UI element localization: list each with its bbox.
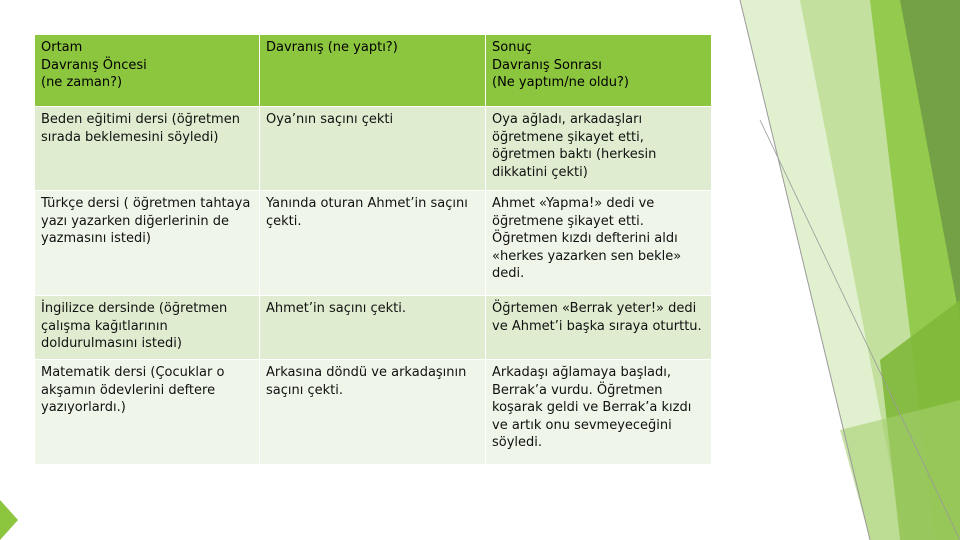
header-antecedent xyxy=(35,35,260,107)
header-consequence xyxy=(486,35,712,107)
table-cell xyxy=(35,107,260,191)
table-cell xyxy=(486,296,712,360)
table-row xyxy=(35,360,712,465)
cell-text: Ahmet’in saçını çekti. xyxy=(266,301,407,316)
table-cell xyxy=(35,296,260,360)
cell-text: Öğrtemen «Berrak yeter!» dedi ve Ahmet’i başka sıraya oturttu. xyxy=(492,301,702,334)
cell-text: Ahmet «Yapma!» dedi ve öğretmene şikayet etti. Öğretmen kızdı defterini aldı «herkes yazarken sen bekle» dedi. xyxy=(492,196,682,281)
table-cell xyxy=(260,360,486,465)
header-behavior xyxy=(260,35,486,107)
cell-text: Arkadaşı ağlamaya başladı, Berrak’a vurdu. Öğretmen koşarak geldi ve Berrak’a kızdı ve artık onu sevmeyeceğini söyledi. xyxy=(492,365,692,450)
cell-text: Arkasına döndü ve arkadaşının saçını çekti. xyxy=(266,365,467,398)
table-cell xyxy=(486,360,712,465)
table-row xyxy=(35,191,712,296)
cell-text: Beden eğitimi dersi (öğretmen sırada beklemesini söyledi) xyxy=(41,112,240,145)
cell-text: Matematik dersi (Çocuklar o akşamın ödevlerini deftere yazıyorlardı.) xyxy=(41,365,225,415)
table-cell xyxy=(35,360,260,465)
cell-text: İngilizce dersinde (öğretmen çalışma kağıtlarının doldurulmasını istedi) xyxy=(41,301,228,351)
table-row xyxy=(35,296,712,360)
table-cell xyxy=(486,107,712,191)
cell-text: Türkçe dersi ( öğretmen tahtaya yazı yazarken diğerlerinin de yazmasını istedi) xyxy=(41,196,251,246)
table-cell xyxy=(35,191,260,296)
cell-text: Yanında oturan Ahmet’in saçını çekti. xyxy=(266,196,468,229)
header-label: Ortam Davranış Öncesi (ne zaman?) xyxy=(41,40,147,90)
cell-text: Oya’nın saçını çekti xyxy=(266,112,394,127)
table-cell xyxy=(260,191,486,296)
header-label: Sonuç Davranış Sonrası (Ne yaptım/ne oldu?) xyxy=(492,40,629,90)
cell-text: Oya ağladı, arkadaşları öğretmene şikayet etti, öğretmen baktı (herkesin dikkatini çekti) xyxy=(492,112,657,180)
table-row xyxy=(35,107,712,191)
header-label: Davranış (ne yaptı?) xyxy=(266,40,398,55)
abc-behavior-table xyxy=(34,34,712,465)
table-cell xyxy=(260,107,486,191)
table-cell xyxy=(260,296,486,360)
left-arrow-shape xyxy=(0,500,18,540)
table-header-row xyxy=(35,35,712,107)
table-cell xyxy=(486,191,712,296)
